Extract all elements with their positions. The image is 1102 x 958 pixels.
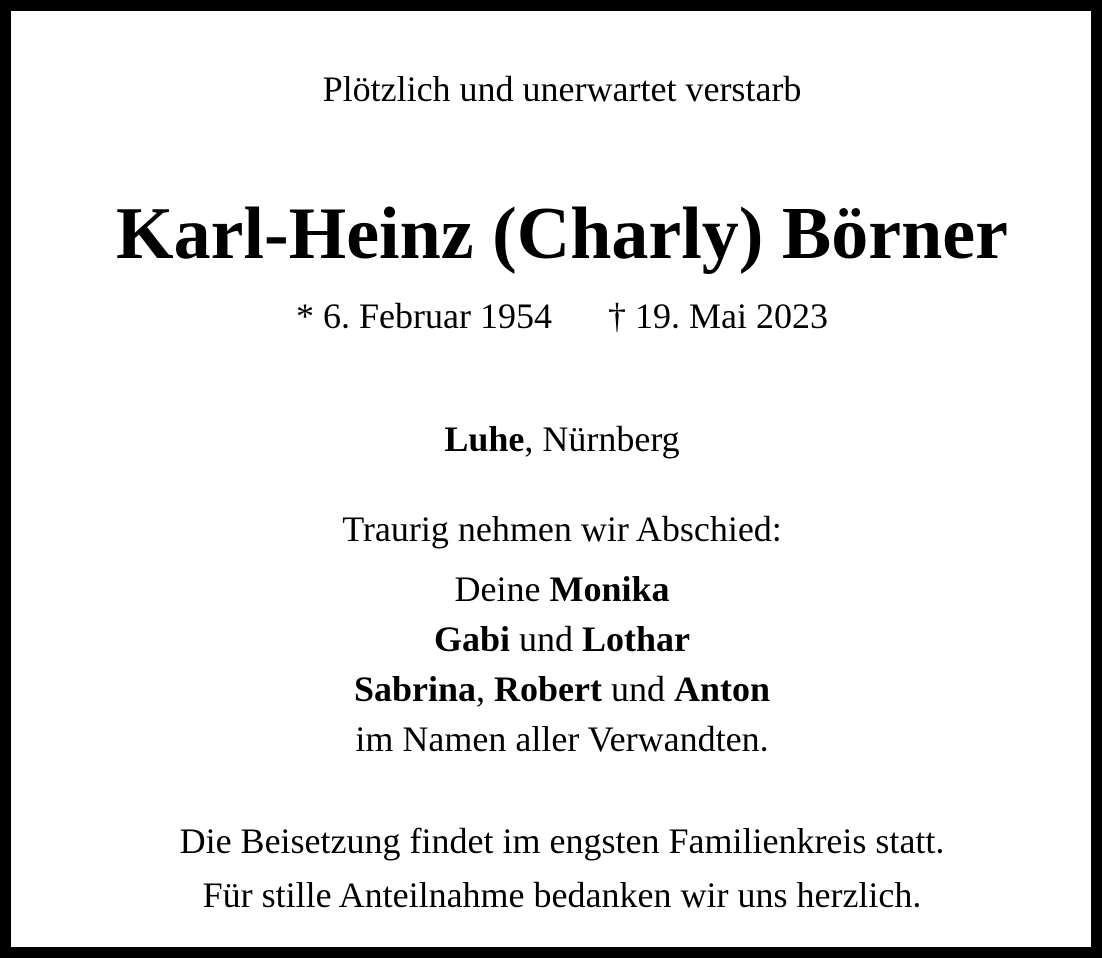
family-text: , [476, 669, 495, 709]
family-line-4: im Namen aller Verwandten. [355, 719, 769, 759]
family-line-2 [11, 621, 1102, 657]
place-line [11, 421, 1102, 457]
closing-line-2: Für stille Anteilnahme bedanken wir uns herzlich. [202, 875, 922, 915]
place-secondary: , Nürnberg [524, 419, 680, 459]
birth-date: * 6. Februar 1954 [296, 296, 552, 336]
family-name-sabrina: Sabrina [353, 669, 477, 709]
family-line-3 [11, 671, 1102, 707]
family-text: und [510, 619, 583, 659]
life-dates [11, 298, 1102, 334]
death-date: † 19. Mai 2023 [607, 296, 828, 336]
deceased-name: Karl-Heinz (Charly) Börner [116, 193, 1008, 275]
family-text: und [601, 669, 674, 709]
place-primary: Luhe [444, 419, 525, 459]
family-name-monika: Monika [549, 569, 670, 609]
family-line-1 [11, 571, 1102, 607]
family-name-anton: Anton [673, 669, 771, 709]
family-text: Deine [454, 569, 550, 609]
family-name-lothar: Lothar [582, 619, 691, 659]
family-name-robert: Robert [494, 669, 602, 709]
closing-line-1: Die Beisetzung findet im engsten Familienkreis statt. [179, 821, 945, 861]
family-name-gabi: Gabi [433, 619, 511, 659]
mourning-line: Traurig nehmen wir Abschied: [342, 509, 782, 549]
intro-text: Plötzlich und unerwartet verstarb [322, 69, 802, 109]
